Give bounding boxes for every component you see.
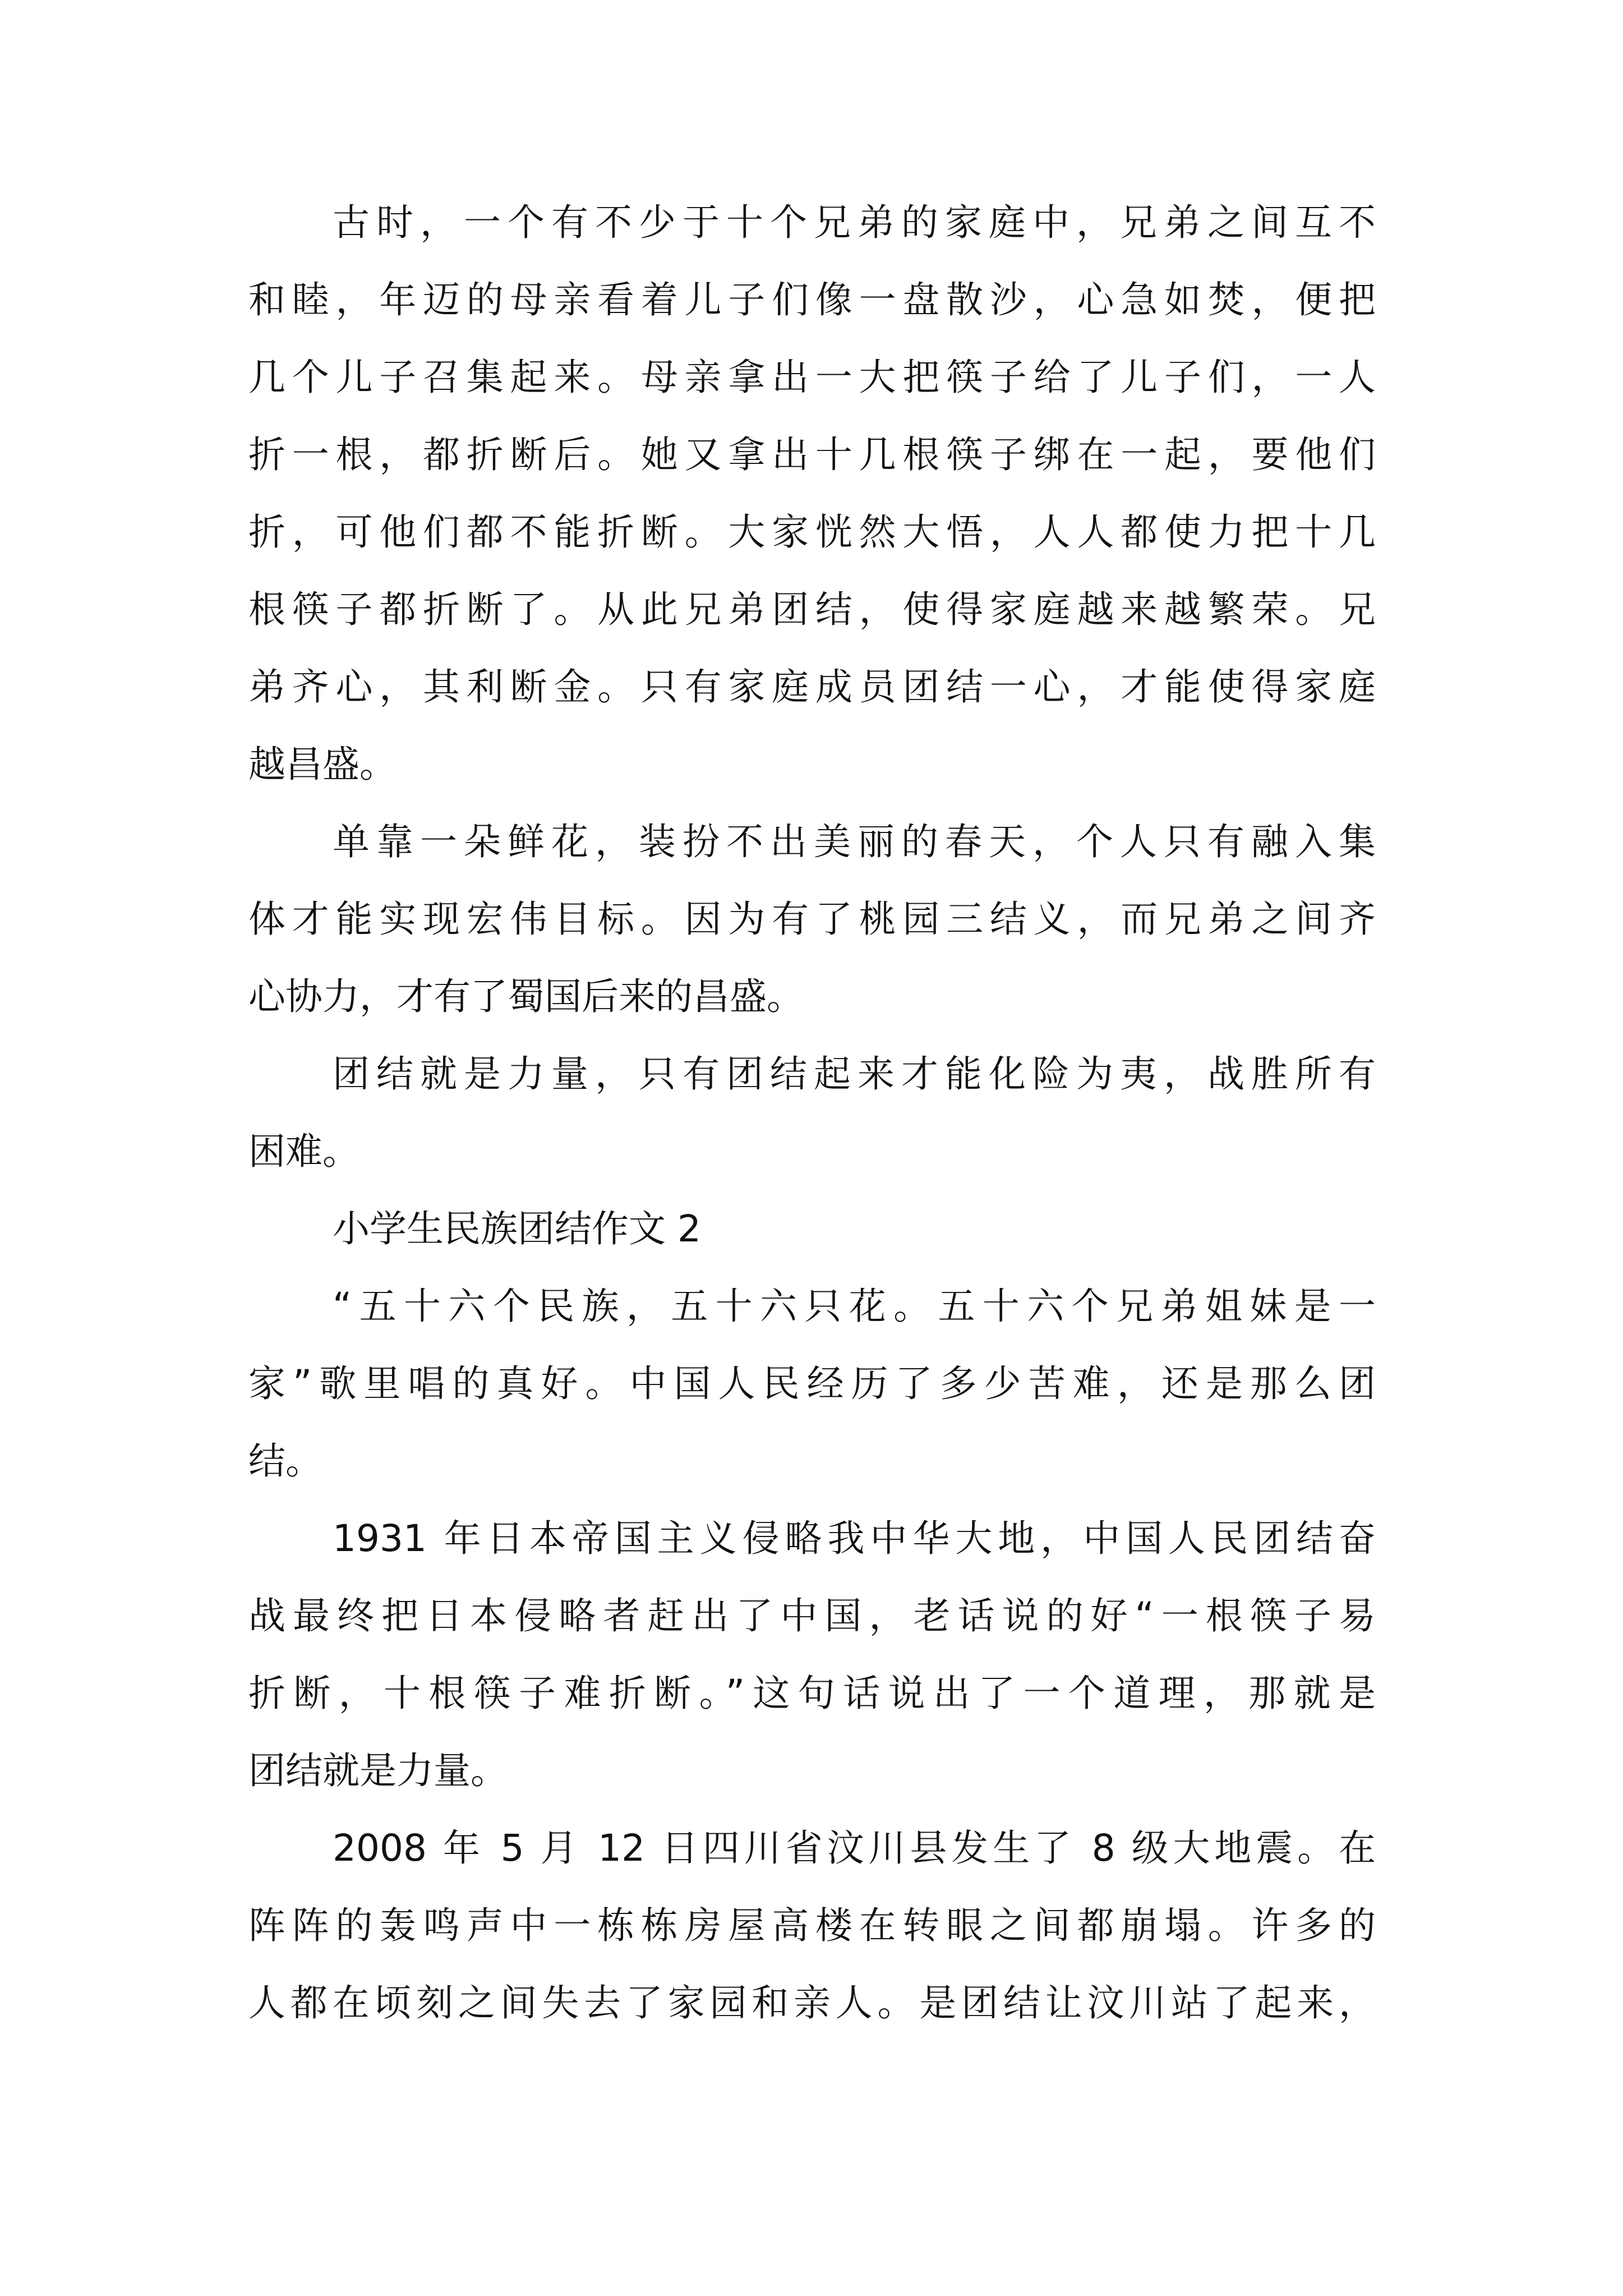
text-line: 战最终把日本侵略者赶出了中国，老话说的好“一根筷子易 bbox=[248, 1594, 1376, 1637]
text-line: 古时，一个有不少于十个兄弟的家庭中，兄弟之间互不 bbox=[333, 201, 1376, 244]
text-line: 心协力，才有了蜀国后来的昌盛。 bbox=[248, 975, 804, 1018]
document-body bbox=[248, 184, 1376, 2042]
text-line: 和睦，年迈的母亲看着儿子们像一盘散沙，心急如焚，便把 bbox=[248, 278, 1376, 321]
text-line: 阵阵的轰鸣声中一栋栋房屋高楼在转眼之间都崩塌。许多的 bbox=[248, 1904, 1376, 1947]
text-line: 根筷子都折断了。从此兄弟团结，使得家庭越来越繁荣。兄 bbox=[248, 588, 1376, 631]
text-line: 越昌盛。 bbox=[248, 743, 396, 786]
text-line: “五十六个民族，五十六只花。五十六个兄弟姐妹是一 bbox=[333, 1285, 1376, 1328]
section-heading: 小学生民族团结作文 2 bbox=[333, 1207, 701, 1250]
text-line: 1931 年日本帝国主义侵略我中华大地，中国人民团结奋 bbox=[333, 1517, 1376, 1560]
text-line: 折一根，都折断后。她又拿出十几根筷子绑在一起，要他们 bbox=[248, 433, 1376, 476]
text-line: 体才能实现宏伟目标。因为有了桃园三结义，而兄弟之间齐 bbox=[248, 898, 1376, 941]
text-line: 团结就是力量，只有团结起来才能化险为夷，战胜所有 bbox=[333, 1052, 1376, 1096]
text-line: 结。 bbox=[248, 1439, 322, 1483]
text-line: 折断，十根筷子难折断。”这句话说出了一个道理，那就是 bbox=[248, 1672, 1376, 1715]
text-line: 几个儿子召集起来。母亲拿出一大把筷子给了儿子们，一人 bbox=[248, 356, 1376, 399]
text-line: 困难。 bbox=[248, 1130, 359, 1173]
text-line: 团结就是力量。 bbox=[248, 1749, 508, 1792]
text-line: 人都在顷刻之间失去了家园和亲人。是团结让汶川站了起来， bbox=[248, 1981, 1376, 2024]
text-line: 折，可他们都不能折断。大家恍然大悟，人人都使力把十几 bbox=[248, 510, 1376, 554]
text-line: 家”歌里唱的真好。中国人民经历了多少苦难，还是那么团 bbox=[248, 1362, 1376, 1405]
text-line: 弟齐心，其利断金。只有家庭成员团结一心，才能使得家庭 bbox=[248, 665, 1376, 708]
text-line: 2008 年 5 月 12 日四川省汶川县发生了 8 级大地震。在 bbox=[333, 1826, 1376, 1870]
text-line: 单靠一朵鲜花，装扮不出美丽的春天，个人只有融入集 bbox=[333, 820, 1376, 863]
